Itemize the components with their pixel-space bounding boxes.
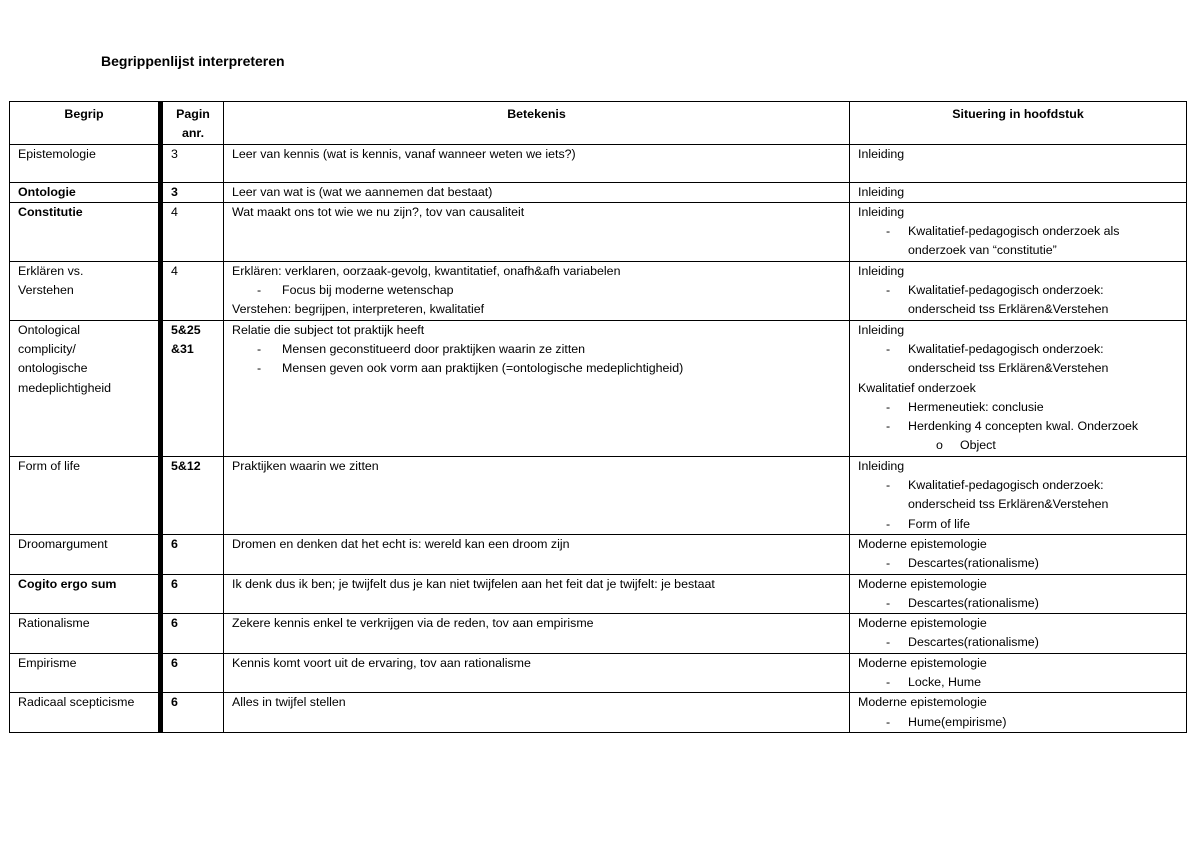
situation-cell [850, 182, 1187, 202]
term-cell [10, 144, 161, 182]
page-line: 6 [171, 655, 178, 670]
situation-line: Inleiding [858, 146, 905, 161]
table-row [10, 456, 1187, 534]
situation-continuation-text: onderzoek van “constitutie” [908, 243, 1057, 258]
meaning-cell [224, 693, 850, 733]
meaning-cell [224, 574, 850, 614]
page-cell [161, 693, 224, 733]
situation-bullet [858, 281, 1178, 300]
situation-bullet-text: Hermeneutiek: conclusie [908, 399, 1044, 414]
term-line: complicity/ [18, 341, 76, 356]
situation-bullet [858, 340, 1178, 359]
page-line: 6 [171, 536, 178, 551]
meaning-cell [224, 456, 850, 534]
situation-line: Inleiding [858, 263, 905, 278]
bullet-dash-icon: - [886, 556, 891, 571]
bullet-dash-icon: - [886, 419, 891, 434]
bullet-dash-icon: - [886, 675, 891, 690]
situation-cell [850, 202, 1187, 261]
situation-continuation [858, 359, 1178, 378]
situation-bullet [858, 222, 1178, 241]
situation-line: Moderne epistemologie [858, 536, 987, 551]
meaning-cell [224, 261, 850, 320]
glossary-table [9, 101, 1187, 733]
term-cell [10, 182, 161, 202]
situation-cell [850, 456, 1187, 534]
table-row [10, 182, 1187, 202]
situation-bullet-text: Kwalitatief-pedagogisch onderzoek: [908, 341, 1104, 356]
meaning-bullet [232, 281, 841, 300]
situation-cell [850, 653, 1187, 693]
glossary-body [10, 144, 1187, 732]
term-cell [10, 693, 161, 733]
term-line: Rationalisme [18, 616, 90, 631]
term-line: medeplichtigheid [18, 380, 111, 395]
situation-continuation-text: onderscheid tss Erklären&Verstehen [908, 361, 1109, 376]
header-page-line: anr. [181, 126, 205, 141]
bullet-dash-icon: - [886, 595, 891, 610]
table-row [10, 261, 1187, 320]
term-cell [10, 320, 161, 456]
term-line: Ontologie [18, 184, 76, 199]
bullet-dash-icon: - [886, 341, 891, 356]
meaning-cell [224, 320, 850, 456]
situation-cell [850, 320, 1187, 456]
situation-cell [850, 693, 1187, 733]
situation-bullet-text: Locke, Hume [908, 675, 982, 690]
header-page-line: Pagin [176, 107, 210, 121]
table-row [10, 574, 1187, 614]
term-line: Droomargument [18, 536, 108, 551]
term-line: Verstehen [18, 283, 74, 298]
meaning-line: Ik denk dus ik ben; je twijfelt dus je kan niet twijfelen aan het feit dat je twijfelt: je bestaat [232, 576, 715, 591]
bullet-dash-icon: - [886, 283, 891, 298]
situation-continuation-text: onderscheid tss Erklären&Verstehen [908, 497, 1109, 512]
situation-bullet-text: Kwalitatief-pedagogisch onderzoek als [908, 224, 1120, 239]
page-cell [161, 574, 224, 614]
situation-line: Inleiding [858, 322, 905, 337]
bullet-dash-icon: - [257, 341, 262, 356]
meaning-line: Kennis komt voort uit de ervaring, tov aan rationalisme [232, 655, 531, 670]
situation-bullet [858, 476, 1178, 495]
situation-cell [850, 534, 1187, 574]
situation-cell [850, 144, 1187, 182]
page-line: 6 [171, 616, 178, 631]
bullet-dash-icon: - [886, 714, 891, 729]
meaning-cell [224, 653, 850, 693]
situation-line: Inleiding [858, 458, 905, 473]
situation-continuation [858, 495, 1178, 514]
term-line: ontologische [18, 361, 88, 376]
meaning-cell [224, 614, 850, 654]
situation-bullet-text: Kwalitatief-pedagogisch onderzoek: [908, 478, 1104, 493]
situation-bullet [858, 515, 1178, 534]
bullet-dash-icon: - [257, 283, 262, 298]
term-cell [10, 653, 161, 693]
term-cell [10, 261, 161, 320]
situation-line: Inleiding [858, 204, 905, 219]
situation-line: Moderne epistemologie [858, 576, 987, 591]
term-line: Erklären vs. [18, 263, 84, 278]
table-header-row [10, 102, 1187, 145]
meaning-line: Leer van kennis (wat is kennis, vanaf wanneer weten we iets?) [232, 146, 576, 161]
page-cell [161, 534, 224, 574]
page-line: 6 [171, 576, 178, 591]
page-line: 3 [171, 146, 178, 161]
meaning-line: Wat maakt ons tot wie we nu zijn?, tov van causaliteit [232, 204, 525, 219]
term-cell [10, 614, 161, 654]
term-cell [10, 202, 161, 261]
meaning-line: Alles in twijfel stellen [232, 695, 346, 710]
meaning-cell [224, 144, 850, 182]
meaning-line: Praktijken waarin we zitten [232, 458, 379, 473]
term-line: Empirisme [18, 655, 77, 670]
meaning-bullet-text: Mensen geconstitueerd door praktijken waarin ze zitten [282, 341, 586, 356]
circle-bullet-icon: o [936, 438, 943, 453]
document-title: Begrippenlijst interpreteren [101, 53, 285, 69]
situation-continuation-text: onderscheid tss Erklären&Verstehen [908, 302, 1109, 317]
page-cell [161, 614, 224, 654]
page-line: &31 [171, 341, 194, 356]
situation-line: Moderne epistemologie [858, 695, 987, 710]
page-line: 4 [171, 204, 178, 219]
page-cell [161, 261, 224, 320]
situation-bullet-text: Descartes(rationalisme) [908, 556, 1039, 571]
situation-line: Inleiding [858, 184, 905, 199]
situation-bullet-text: Descartes(rationalisme) [908, 595, 1039, 610]
situation-bullet [858, 554, 1178, 573]
page-cell [161, 202, 224, 261]
bullet-dash-icon: - [257, 361, 262, 376]
situation-bullet-text: Hume(empirisme) [908, 714, 1007, 729]
bullet-dash-icon: - [886, 478, 891, 493]
bullet-dash-icon: - [886, 516, 891, 531]
meaning-cell [224, 534, 850, 574]
meaning-line: Leer van wat is (wat we aannemen dat bestaat) [232, 184, 493, 199]
table-row [10, 614, 1187, 654]
meaning-cell [224, 202, 850, 261]
page-line: 5&12 [171, 458, 201, 473]
situation-line: Moderne epistemologie [858, 616, 987, 631]
situation-bullet [858, 713, 1178, 732]
situation-bullet [858, 398, 1178, 417]
term-line: Ontological [18, 322, 80, 337]
meaning-bullet [232, 359, 841, 378]
bullet-dash-icon: - [886, 224, 891, 239]
meaning-line: Relatie die subject tot praktijk heeft [232, 322, 425, 337]
term-cell [10, 456, 161, 534]
situation-bullet [858, 594, 1178, 613]
situation-bullet-text: Descartes(rationalisme) [908, 635, 1039, 650]
table-row [10, 693, 1187, 733]
term-cell [10, 574, 161, 614]
bullet-dash-icon: - [886, 635, 891, 650]
term-line: Constitutie [18, 204, 83, 219]
situation-cell [850, 261, 1187, 320]
situation-cell [850, 574, 1187, 614]
meaning-bullet [232, 340, 841, 359]
situation-continuation [858, 300, 1178, 319]
term-line: Form of life [18, 458, 80, 473]
page-line: 6 [171, 695, 178, 710]
header-meaning: Betekenis [224, 102, 850, 145]
term-cell [10, 534, 161, 574]
table-row [10, 202, 1187, 261]
situation-bullet [858, 417, 1178, 436]
situation-sub-bullet-text: Object [960, 438, 996, 453]
table-row [10, 144, 1187, 182]
header-term: Begrip [10, 102, 161, 145]
term-line: Cogito ergo sum [18, 576, 117, 591]
meaning-line: Erklären: verklaren, oorzaak-gevolg, kwantitatief, onafh&afh variabelen [232, 263, 621, 278]
meaning-line: Zekere kennis enkel te verkrijgen via de reden, tov aan empirisme [232, 616, 594, 631]
situation-continuation [858, 241, 1178, 260]
header-situation: Situering in hoofdstuk [850, 102, 1187, 145]
page-cell [161, 456, 224, 534]
situation-bullet-text: Form of life [908, 516, 970, 531]
meaning-line: Verstehen: begrijpen, interpreteren, kwalitatief [232, 302, 485, 317]
situation-bullet [858, 673, 1178, 692]
page-line: 5&25 [171, 322, 201, 337]
meaning-bullet-text: Mensen geven ook vorm aan praktijken (=ontologische medeplichtigheid) [282, 361, 684, 376]
situation-bullet [858, 633, 1178, 652]
table-row [10, 653, 1187, 693]
page-line: 4 [171, 263, 178, 278]
page-cell [161, 144, 224, 182]
situation-line: Kwalitatief onderzoek [858, 380, 976, 395]
situation-line: Moderne epistemologie [858, 655, 987, 670]
page-line: 3 [171, 184, 178, 199]
term-line: Epistemologie [18, 146, 96, 161]
page-cell [161, 320, 224, 456]
page-cell [161, 182, 224, 202]
situation-sub-bullet [858, 436, 1178, 455]
page-cell [161, 653, 224, 693]
table-row [10, 534, 1187, 574]
situation-bullet-text: Herdenking 4 concepten kwal. Onderzoek [908, 419, 1139, 434]
bullet-dash-icon: - [886, 399, 891, 414]
situation-bullet-text: Kwalitatief-pedagogisch onderzoek: [908, 283, 1104, 298]
table-row [10, 320, 1187, 456]
meaning-line: Dromen en denken dat het echt is: wereld kan een droom zijn [232, 536, 570, 551]
situation-cell [850, 614, 1187, 654]
meaning-bullet-text: Focus bij moderne wetenschap [282, 283, 454, 298]
term-line: Radicaal scepticisme [18, 695, 135, 710]
meaning-cell [224, 182, 850, 202]
header-page [161, 102, 224, 145]
